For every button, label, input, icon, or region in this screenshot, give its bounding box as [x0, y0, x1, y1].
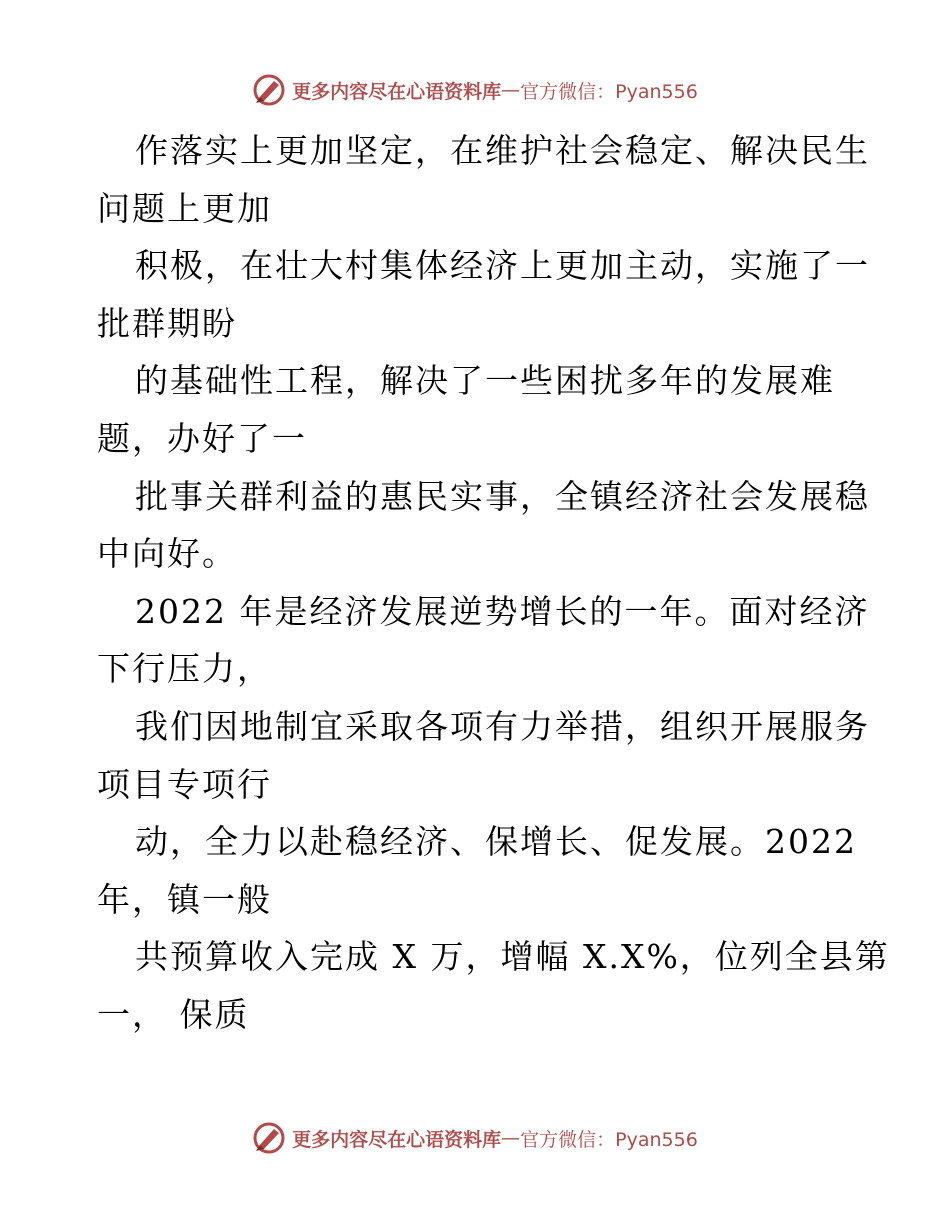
document-body [97, 122, 890, 1044]
text-line: 批群期盼 [97, 303, 237, 343]
text-line: 年，镇一般 [97, 879, 272, 919]
text-line: 一， 保质 [97, 994, 250, 1034]
text-line: 作落实上更加坚定，在维护社会稳定、解决民生 [135, 131, 870, 170]
footer-contact-text: 官方微信：Pyan556 [520, 1128, 698, 1151]
footer-banner [0, 1118, 950, 1158]
text-line: 题，办好了一 [97, 418, 307, 458]
header-contact-text: 官方微信：Pyan556 [520, 80, 698, 103]
header-separator: — [501, 79, 521, 101]
text-line: 批事关群利益的惠民实事，全镇经济社会发展稳 [135, 476, 870, 516]
text-line: 动，全力以赴稳经济、保增长、促发展。2022 [135, 822, 857, 862]
text-line: 我们因地制宜采取各项有力举措，组织开展服务 [135, 706, 870, 746]
pen-in-circle-logo-icon [252, 1121, 286, 1155]
text-line: 问题上更加 [97, 188, 272, 228]
footer-separator: — [501, 1127, 521, 1149]
text-line: 积极，在壮大村集体经济上更加主动，实施了一 [135, 246, 870, 286]
pen-in-circle-logo-icon [252, 73, 286, 107]
text-line: 共预算收入完成 X 万，增幅 X.X%，位列全县第 [135, 937, 890, 977]
text-line: 的基础性工程，解决了一些困扰多年的发展难 [135, 361, 835, 401]
footer-brand-text: 更多内容尽在心语资料库 [292, 1128, 502, 1151]
header-brand-text: 更多内容尽在心语资料库 [292, 80, 502, 103]
text-line: 项目专项行 [97, 764, 272, 804]
text-line: 2022 年是经济发展逆势增长的一年。面对经济 [135, 591, 870, 631]
text-line: 中向好。 [97, 534, 237, 574]
header-banner [0, 70, 950, 110]
text-line: 下行压力， [97, 649, 272, 689]
